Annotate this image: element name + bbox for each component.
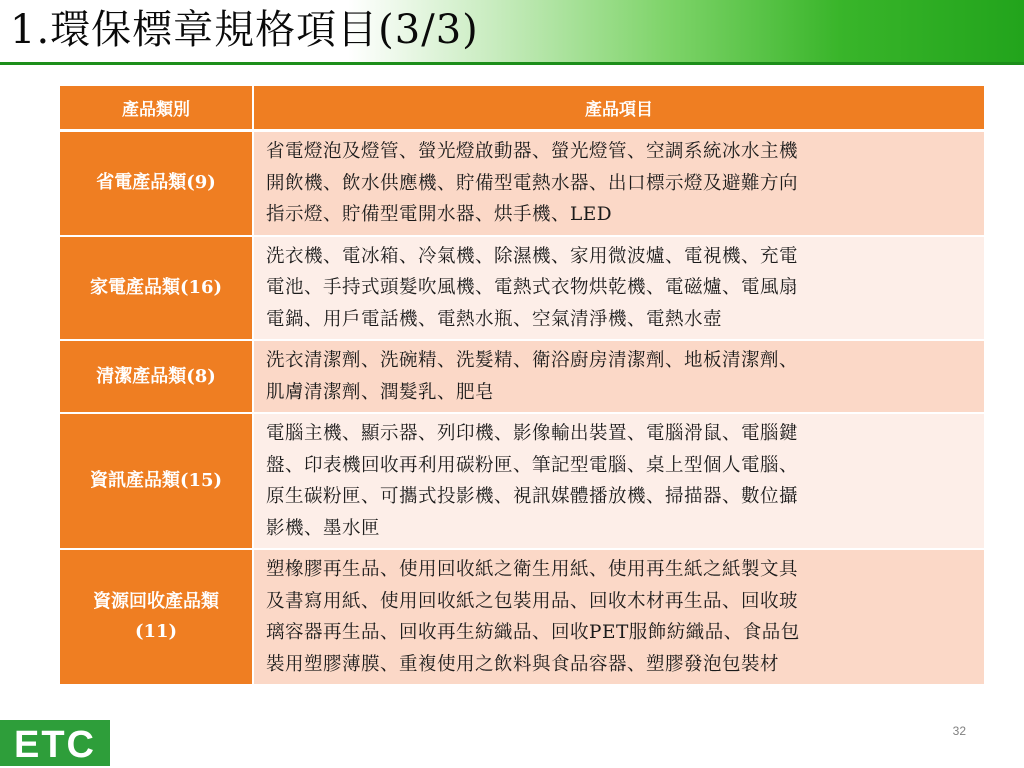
table-row — [60, 414, 984, 550]
category-cell — [60, 550, 254, 686]
spec-table — [60, 86, 984, 686]
table-row — [60, 550, 984, 686]
logo-text: ETC — [14, 724, 96, 766]
items-line: 影機、墨水匣 — [266, 517, 381, 539]
items-line: 裝用塑膠薄膜、重複使用之飲料與食品容器、塑膠發泡包裝材 — [266, 653, 780, 675]
header-category: 產品類別 — [60, 86, 254, 132]
category-count: (11) — [134, 621, 178, 642]
category-label: 家電產品類(16) — [89, 276, 223, 298]
table-header-row — [60, 86, 984, 132]
items-line: 開飲機、飲水供應機、貯備型電熱水器、出口標示燈及避難方向 — [266, 172, 799, 194]
category-label: 清潔產品類(8) — [96, 365, 216, 387]
page-number: 32 — [952, 724, 966, 738]
category-cell — [60, 414, 254, 550]
items-line: 電腦主機、顯示器、列印機、影像輸出裝置、電腦滑鼠、電腦鍵 — [266, 423, 799, 444]
items-line: 盤、印表機回收再利用碳粉匣、筆記型電腦、桌上型個人電腦、 — [266, 454, 799, 476]
items-line: 原生碳粉匣、可攜式投影機、視訊媒體播放機、掃描器、數位攝 — [266, 486, 799, 507]
items-line: 璃容器再生品、回收再生紡織品、回收PET服飾紡織品、食品包 — [266, 622, 800, 643]
items-line: 指示燈、貯備型電開水器、烘手機、LED — [266, 204, 613, 225]
items-line: 洗衣清潔劑、洗碗精、洗髮精、衛浴廚房清潔劑、地板清潔劑、 — [266, 350, 799, 371]
items-cell — [254, 550, 984, 686]
table-row — [60, 132, 984, 237]
category-cell — [60, 341, 254, 414]
items-line: 省電燈泡及燈管、螢光燈啟動器、螢光燈管、空調系統冰水主機 — [266, 141, 799, 162]
items-line: 電鍋、用戶電話機、電熱水瓶、空氣清淨機、電熱水壺 — [266, 308, 723, 330]
items-line: 電池、手持式頭髮吹風機、電熱式衣物烘乾機、電磁爐、電風扇 — [266, 277, 799, 298]
items-cell — [254, 237, 984, 342]
etc-logo — [0, 720, 110, 766]
slide-title: 1.環保標章規格項目(3/3) — [10, 7, 479, 53]
table-row — [60, 237, 984, 342]
category-cell — [60, 237, 254, 342]
items-line: 及書寫用紙、使用回收紙之包裝用品、回收木材再生品、回收玻 — [266, 590, 799, 612]
category-label: 資源回收產品類 — [93, 591, 219, 612]
items-line: 塑橡膠再生品、使用回收紙之衛生用紙、使用再生紙之紙製文具 — [266, 559, 799, 580]
items-line: 肌膚清潔劑、潤髮乳、肥皂 — [266, 381, 495, 403]
category-label: 省電產品類(9) — [96, 172, 216, 194]
category-cell — [60, 132, 254, 237]
table-row — [60, 341, 984, 414]
items-cell — [254, 132, 984, 237]
items-line: 洗衣機、電冰箱、冷氣機、除濕機、家用微波爐、電視機、充電 — [266, 245, 799, 267]
items-cell — [254, 414, 984, 550]
category-label: 資訊產品類(15) — [89, 470, 223, 491]
header-items: 產品項目 — [254, 86, 984, 132]
title-divider — [0, 62, 1024, 65]
items-cell — [254, 341, 984, 414]
